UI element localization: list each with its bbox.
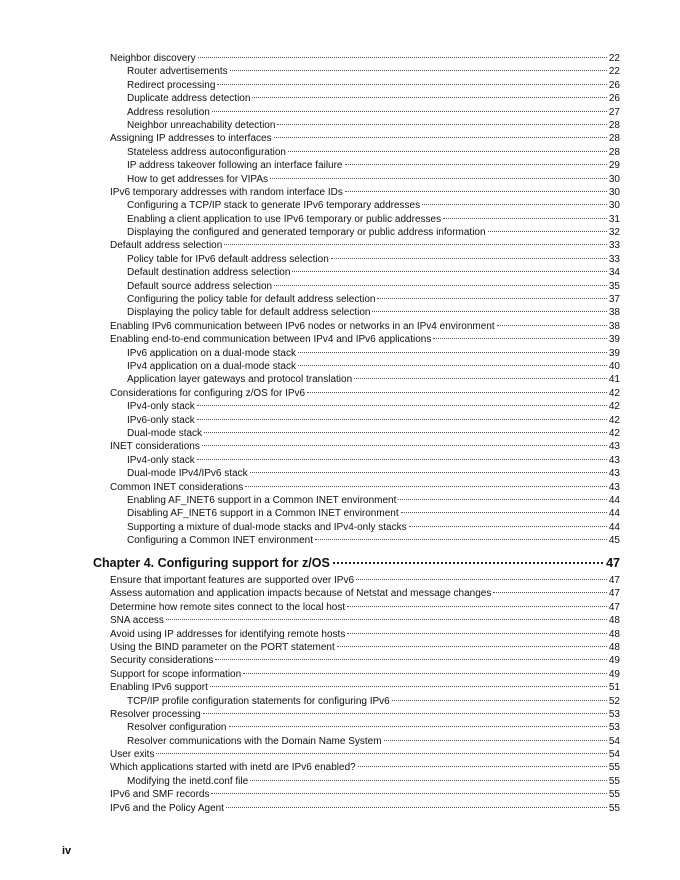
dot-leader — [298, 352, 607, 353]
toc-entry[interactable] — [110, 400, 620, 413]
toc-entry-title: Considerations for configuring z/OS for IPv6 — [110, 387, 306, 399]
toc-entry-title: Avoid using IP addresses for identifying remote hosts — [110, 628, 346, 640]
toc-entry[interactable] — [110, 239, 620, 252]
toc-entry-title: User exits — [110, 749, 155, 761]
dot-leader — [345, 191, 607, 192]
toc-entry[interactable] — [110, 802, 620, 815]
toc-entry-page: 28 — [608, 146, 620, 158]
toc-entry[interactable] — [110, 788, 620, 801]
toc-entry-page: 54 — [608, 749, 620, 761]
dot-leader — [230, 70, 607, 71]
toc-entry-title: Stateless address autoconfiguration — [127, 146, 286, 158]
toc-entry[interactable] — [110, 601, 620, 614]
toc-entry-title: Modifying the inetd.conf file — [127, 775, 249, 787]
dot-leader — [197, 459, 607, 460]
toc-entry-title: IP address takeover following an interface failure — [127, 160, 343, 172]
dot-leader — [354, 378, 607, 379]
toc-entry-title: IPv6 application on a dual-mode stack — [127, 347, 296, 359]
toc-entry-title: Enabling a client application to use IPv6 temporary or public addresses — [127, 213, 442, 225]
dot-leader — [356, 579, 607, 580]
toc-entry[interactable] — [110, 628, 620, 641]
toc-entry-page: 52 — [608, 695, 620, 707]
toc-entry-page: 43 — [608, 468, 620, 480]
toc-entry[interactable] — [110, 761, 620, 774]
toc-entry[interactable] — [110, 521, 620, 534]
dot-leader — [384, 740, 607, 741]
toc-entry-page: 47 — [608, 601, 620, 613]
toc-entry-page: 39 — [608, 347, 620, 359]
dot-leader — [333, 562, 603, 564]
toc-entry-title: Configuring the policy table for default address selection — [127, 294, 376, 306]
toc-entry-title: Determine how remote sites connect to the local host — [110, 601, 346, 613]
toc-entry-page: 48 — [608, 628, 620, 640]
dot-leader — [250, 780, 607, 781]
dot-leader — [156, 753, 606, 754]
toc-entry-title: Configuring a TCP/IP stack to generate IPv6 temporary addresses — [127, 200, 421, 212]
toc-entry-page: 45 — [608, 535, 620, 547]
dot-leader — [224, 244, 607, 245]
dot-leader — [250, 472, 607, 473]
toc-entry-page: 55 — [608, 789, 620, 801]
toc-entry-page: 28 — [608, 133, 620, 145]
toc-entry[interactable] — [110, 507, 620, 520]
toc-entry[interactable] — [110, 159, 620, 172]
chapter-title: Chapter 4. Configuring support for z/OS — [93, 556, 330, 570]
toc-entry[interactable] — [110, 119, 620, 132]
toc-entry-page: 33 — [608, 253, 620, 265]
toc-entry[interactable] — [110, 132, 620, 145]
toc-entry-page: 26 — [608, 79, 620, 91]
toc-entry[interactable] — [110, 721, 620, 734]
toc-section-3-tail — [110, 52, 620, 547]
dot-leader — [493, 592, 607, 593]
toc-entry[interactable] — [110, 668, 620, 681]
toc-entry[interactable] — [110, 106, 620, 119]
dot-leader — [401, 512, 607, 513]
dot-leader — [345, 164, 607, 165]
toc-entry-page: 47 — [608, 575, 620, 586]
toc-entry-title: Dual-mode stack — [127, 427, 203, 439]
toc-entry-title: Application layer gateways and protocol translation — [127, 374, 353, 386]
toc-entry-page: 22 — [608, 53, 620, 64]
toc-entry[interactable] — [110, 614, 620, 627]
dot-leader — [409, 526, 607, 527]
toc-entry[interactable] — [110, 79, 620, 92]
dot-leader — [270, 178, 607, 179]
toc-entry-page: 49 — [608, 655, 620, 667]
toc-entry-page: 42 — [608, 414, 620, 426]
toc-entry-page: 42 — [608, 387, 620, 399]
dot-leader — [433, 338, 607, 339]
toc-entry-title: Security considerations — [110, 655, 214, 667]
dot-leader — [392, 700, 607, 701]
toc-entry-title: IPv4-only stack — [127, 401, 195, 413]
toc-entry-title: Redirect processing — [127, 79, 216, 91]
dot-leader — [198, 57, 607, 58]
dot-leader — [226, 807, 607, 808]
toc-entry-title: Assigning IP addresses to interfaces — [110, 133, 272, 145]
toc-entry-page: 43 — [608, 481, 620, 493]
dot-leader — [229, 726, 607, 727]
toc-entry[interactable] — [110, 280, 620, 293]
toc-entry-page: 54 — [608, 735, 620, 747]
toc-entry[interactable] — [110, 387, 620, 400]
toc-entry[interactable] — [110, 574, 620, 587]
toc-entry[interactable] — [110, 146, 620, 159]
toc-entry[interactable] — [110, 360, 620, 373]
toc-entry-title: Displaying the configured and generated temporary or public address information — [127, 227, 486, 239]
toc-entry-page: 51 — [608, 682, 620, 694]
toc-entry[interactable] — [110, 52, 620, 65]
dot-leader — [197, 405, 607, 406]
toc-entry-title: Policy table for IPv6 default address selection — [127, 253, 329, 265]
toc-entry-title: INET considerations — [110, 441, 200, 453]
toc-entry[interactable] — [110, 695, 620, 708]
toc-entry[interactable] — [110, 735, 620, 748]
toc-entry-title: IPv6 and SMF records — [110, 789, 210, 801]
toc-entry-title: IPv6 temporary addresses with random interface IDs — [110, 186, 343, 198]
toc-entry-page: 42 — [608, 401, 620, 413]
chapter-page: 47 — [606, 556, 620, 570]
toc-entry-page: 30 — [608, 200, 620, 212]
dot-leader — [277, 124, 606, 125]
toc-entry-page: 48 — [608, 615, 620, 627]
toc-entry-title: Enabling end-to-end communication between IPv4 and IPv6 applications — [110, 334, 432, 346]
dot-leader — [347, 633, 607, 634]
toc-entry[interactable] — [110, 654, 620, 667]
toc-entry-title: Resolver communications with the Domain Name System — [127, 735, 382, 747]
toc-entry-title: IPv6 and the Policy Agent — [110, 802, 224, 814]
toc-entry-title: Enabling IPv6 support — [110, 682, 208, 694]
dot-leader — [488, 231, 607, 232]
toc-entry[interactable] — [110, 481, 620, 494]
toc-entry-title: Default address selection — [110, 240, 223, 252]
toc-entry-page: 28 — [608, 119, 620, 131]
dot-leader — [497, 325, 607, 326]
toc-entry-title: Resolver configuration — [127, 722, 227, 734]
toc-entry[interactable] — [110, 253, 620, 266]
toc-entry-title: Supporting a mixture of dual-mode stacks and IPv4-only stacks — [127, 521, 407, 533]
toc-entry[interactable] — [110, 65, 620, 78]
toc-entry-page: 38 — [608, 320, 620, 332]
dot-leader — [274, 137, 607, 138]
toc-entry-page: 44 — [608, 494, 620, 506]
toc-entry-page: 33 — [608, 240, 620, 252]
toc-entry[interactable] — [110, 534, 620, 547]
toc-entry-page: 37 — [608, 294, 620, 306]
toc-entry-page: 55 — [608, 762, 620, 774]
toc-entry-page: 30 — [608, 173, 620, 185]
toc-entry-page: 32 — [608, 227, 620, 239]
toc-entry-title: Resolver processing — [110, 708, 201, 720]
toc-entry-page: 53 — [608, 722, 620, 734]
toc-entry-title: IPv4 application on a dual-mode stack — [127, 360, 296, 372]
dot-leader — [243, 673, 607, 674]
toc-entry-title: Enabling IPv6 communication between IPv6 nodes or networks in an IPv4 environment — [110, 320, 495, 332]
toc-entry-page: 43 — [608, 454, 620, 466]
dot-leader — [202, 445, 607, 446]
toc-entry[interactable] — [110, 306, 620, 319]
dot-leader — [292, 271, 606, 272]
toc-entry-title: Duplicate address detection — [127, 93, 251, 105]
toc-entry-title: IPv6-only stack — [127, 414, 195, 426]
toc-entry-title: Disabling AF_INET6 support in a Common INET environment — [127, 508, 399, 520]
toc-entry[interactable] — [110, 373, 620, 386]
toc-entry-page: 48 — [608, 641, 620, 653]
toc-entry[interactable] — [110, 775, 620, 788]
toc-entry-page: 31 — [608, 213, 620, 225]
toc-entry-title: IPv4-only stack — [127, 454, 195, 466]
toc-entry-page: 40 — [608, 360, 620, 372]
dot-leader — [215, 659, 606, 660]
dot-leader — [203, 713, 607, 714]
toc-entry-title: TCP/IP profile configuration statements for configuring IPv6 — [127, 695, 390, 707]
toc-entry-title: Neighbor unreachability detection — [127, 119, 276, 131]
toc-entry-title: Common INET considerations — [110, 481, 244, 493]
toc-entry-title: Enabling AF_INET6 support in a Common INET environment — [127, 494, 397, 506]
toc-entry[interactable] — [110, 173, 620, 186]
toc-entry-page: 30 — [608, 186, 620, 198]
toc-entry-page: 38 — [608, 307, 620, 319]
toc-entry[interactable] — [110, 226, 620, 239]
toc-entry-page: 44 — [608, 521, 620, 533]
toc-entry[interactable] — [110, 587, 620, 600]
dot-leader — [331, 258, 607, 259]
toc-entry-page: 49 — [608, 668, 620, 680]
toc-entry[interactable] — [110, 681, 620, 694]
toc-entry-page: 53 — [608, 708, 620, 720]
dot-leader — [210, 686, 607, 687]
dot-leader — [422, 204, 607, 205]
toc-entry-title: Neighbor discovery — [110, 53, 196, 64]
dot-leader — [204, 432, 607, 433]
toc-entry[interactable] — [110, 440, 620, 453]
dot-leader — [288, 151, 607, 152]
toc-entry-page: 27 — [608, 106, 620, 118]
toc-chapter-4 — [110, 574, 620, 815]
toc-entry-title: Router advertisements — [127, 66, 228, 78]
toc-entry-title: Address resolution — [127, 106, 210, 118]
toc-entry-title: How to get addresses for VIPAs — [127, 173, 268, 185]
dot-leader — [398, 499, 606, 500]
toc-entry-page: 55 — [608, 802, 620, 814]
toc-entry[interactable] — [110, 333, 620, 346]
dot-leader — [298, 365, 607, 366]
dot-leader — [347, 606, 607, 607]
toc-entry[interactable] — [110, 708, 620, 721]
dot-leader — [197, 419, 607, 420]
toc-entry[interactable] — [110, 92, 620, 105]
dot-leader — [377, 298, 606, 299]
toc-entry-page: 55 — [608, 775, 620, 787]
toc-entry-page: 47 — [608, 588, 620, 600]
toc-entry[interactable] — [110, 320, 620, 333]
page-folio: iv — [62, 845, 72, 857]
toc-entry[interactable] — [110, 454, 620, 467]
toc-entry-title: Which applications started with inetd are IPv6 enabled? — [110, 762, 356, 774]
toc-entry-page: 34 — [608, 267, 620, 279]
dot-leader — [274, 285, 607, 286]
chapter-4-heading[interactable] — [93, 556, 620, 570]
toc-entry[interactable] — [110, 494, 620, 507]
dot-leader — [372, 311, 606, 312]
dot-leader — [211, 793, 606, 794]
dot-leader — [337, 646, 607, 647]
toc-entry[interactable] — [110, 347, 620, 360]
toc-entry[interactable] — [110, 293, 620, 306]
toc-entry-title: Default destination address selection — [127, 267, 291, 279]
toc-entry-page: 42 — [608, 427, 620, 439]
toc-entry-title: Assess automation and application impacts because of Netstat and message changes — [110, 588, 492, 600]
toc-entry-title: Support for scope information — [110, 668, 242, 680]
toc-entry[interactable] — [110, 467, 620, 480]
toc-entry[interactable] — [110, 266, 620, 279]
toc-entry-page: 44 — [608, 508, 620, 520]
toc-entry[interactable] — [110, 213, 620, 226]
dot-leader — [166, 619, 607, 620]
dot-leader — [217, 84, 607, 85]
toc-entry-title: Configuring a Common INET environment — [127, 535, 314, 547]
dot-leader — [443, 218, 607, 219]
toc-entry[interactable] — [110, 186, 620, 199]
dot-leader — [358, 766, 607, 767]
toc-entry-page: 39 — [608, 334, 620, 346]
toc-entry-title: SNA access — [110, 615, 164, 627]
toc-entry-title: Dual-mode IPv4/IPv6 stack — [127, 468, 248, 480]
toc-entry[interactable] — [110, 427, 620, 440]
toc-entry-title: Ensure that important features are supported over IPv6 — [110, 575, 355, 586]
dot-leader — [252, 97, 606, 98]
toc-entry-title: Using the BIND parameter on the PORT statement — [110, 641, 335, 653]
dot-leader — [315, 539, 607, 540]
dot-leader — [245, 486, 607, 487]
toc-entry[interactable] — [110, 748, 620, 761]
toc-entry-page: 35 — [608, 280, 620, 292]
toc-entry-title: Default source address selection — [127, 280, 273, 292]
toc-entry-page: 22 — [608, 66, 620, 78]
toc-entry-page: 29 — [608, 160, 620, 172]
dot-leader — [307, 392, 607, 393]
toc-entry-page: 41 — [608, 374, 620, 386]
toc-entry[interactable] — [110, 199, 620, 212]
toc-entry-page: 26 — [608, 93, 620, 105]
toc-entry[interactable] — [110, 414, 620, 427]
toc-entry-page: 43 — [608, 441, 620, 453]
toc-entry-title: Displaying the policy table for default address selection — [127, 307, 371, 319]
toc-entry[interactable] — [110, 641, 620, 654]
dot-leader — [212, 111, 607, 112]
